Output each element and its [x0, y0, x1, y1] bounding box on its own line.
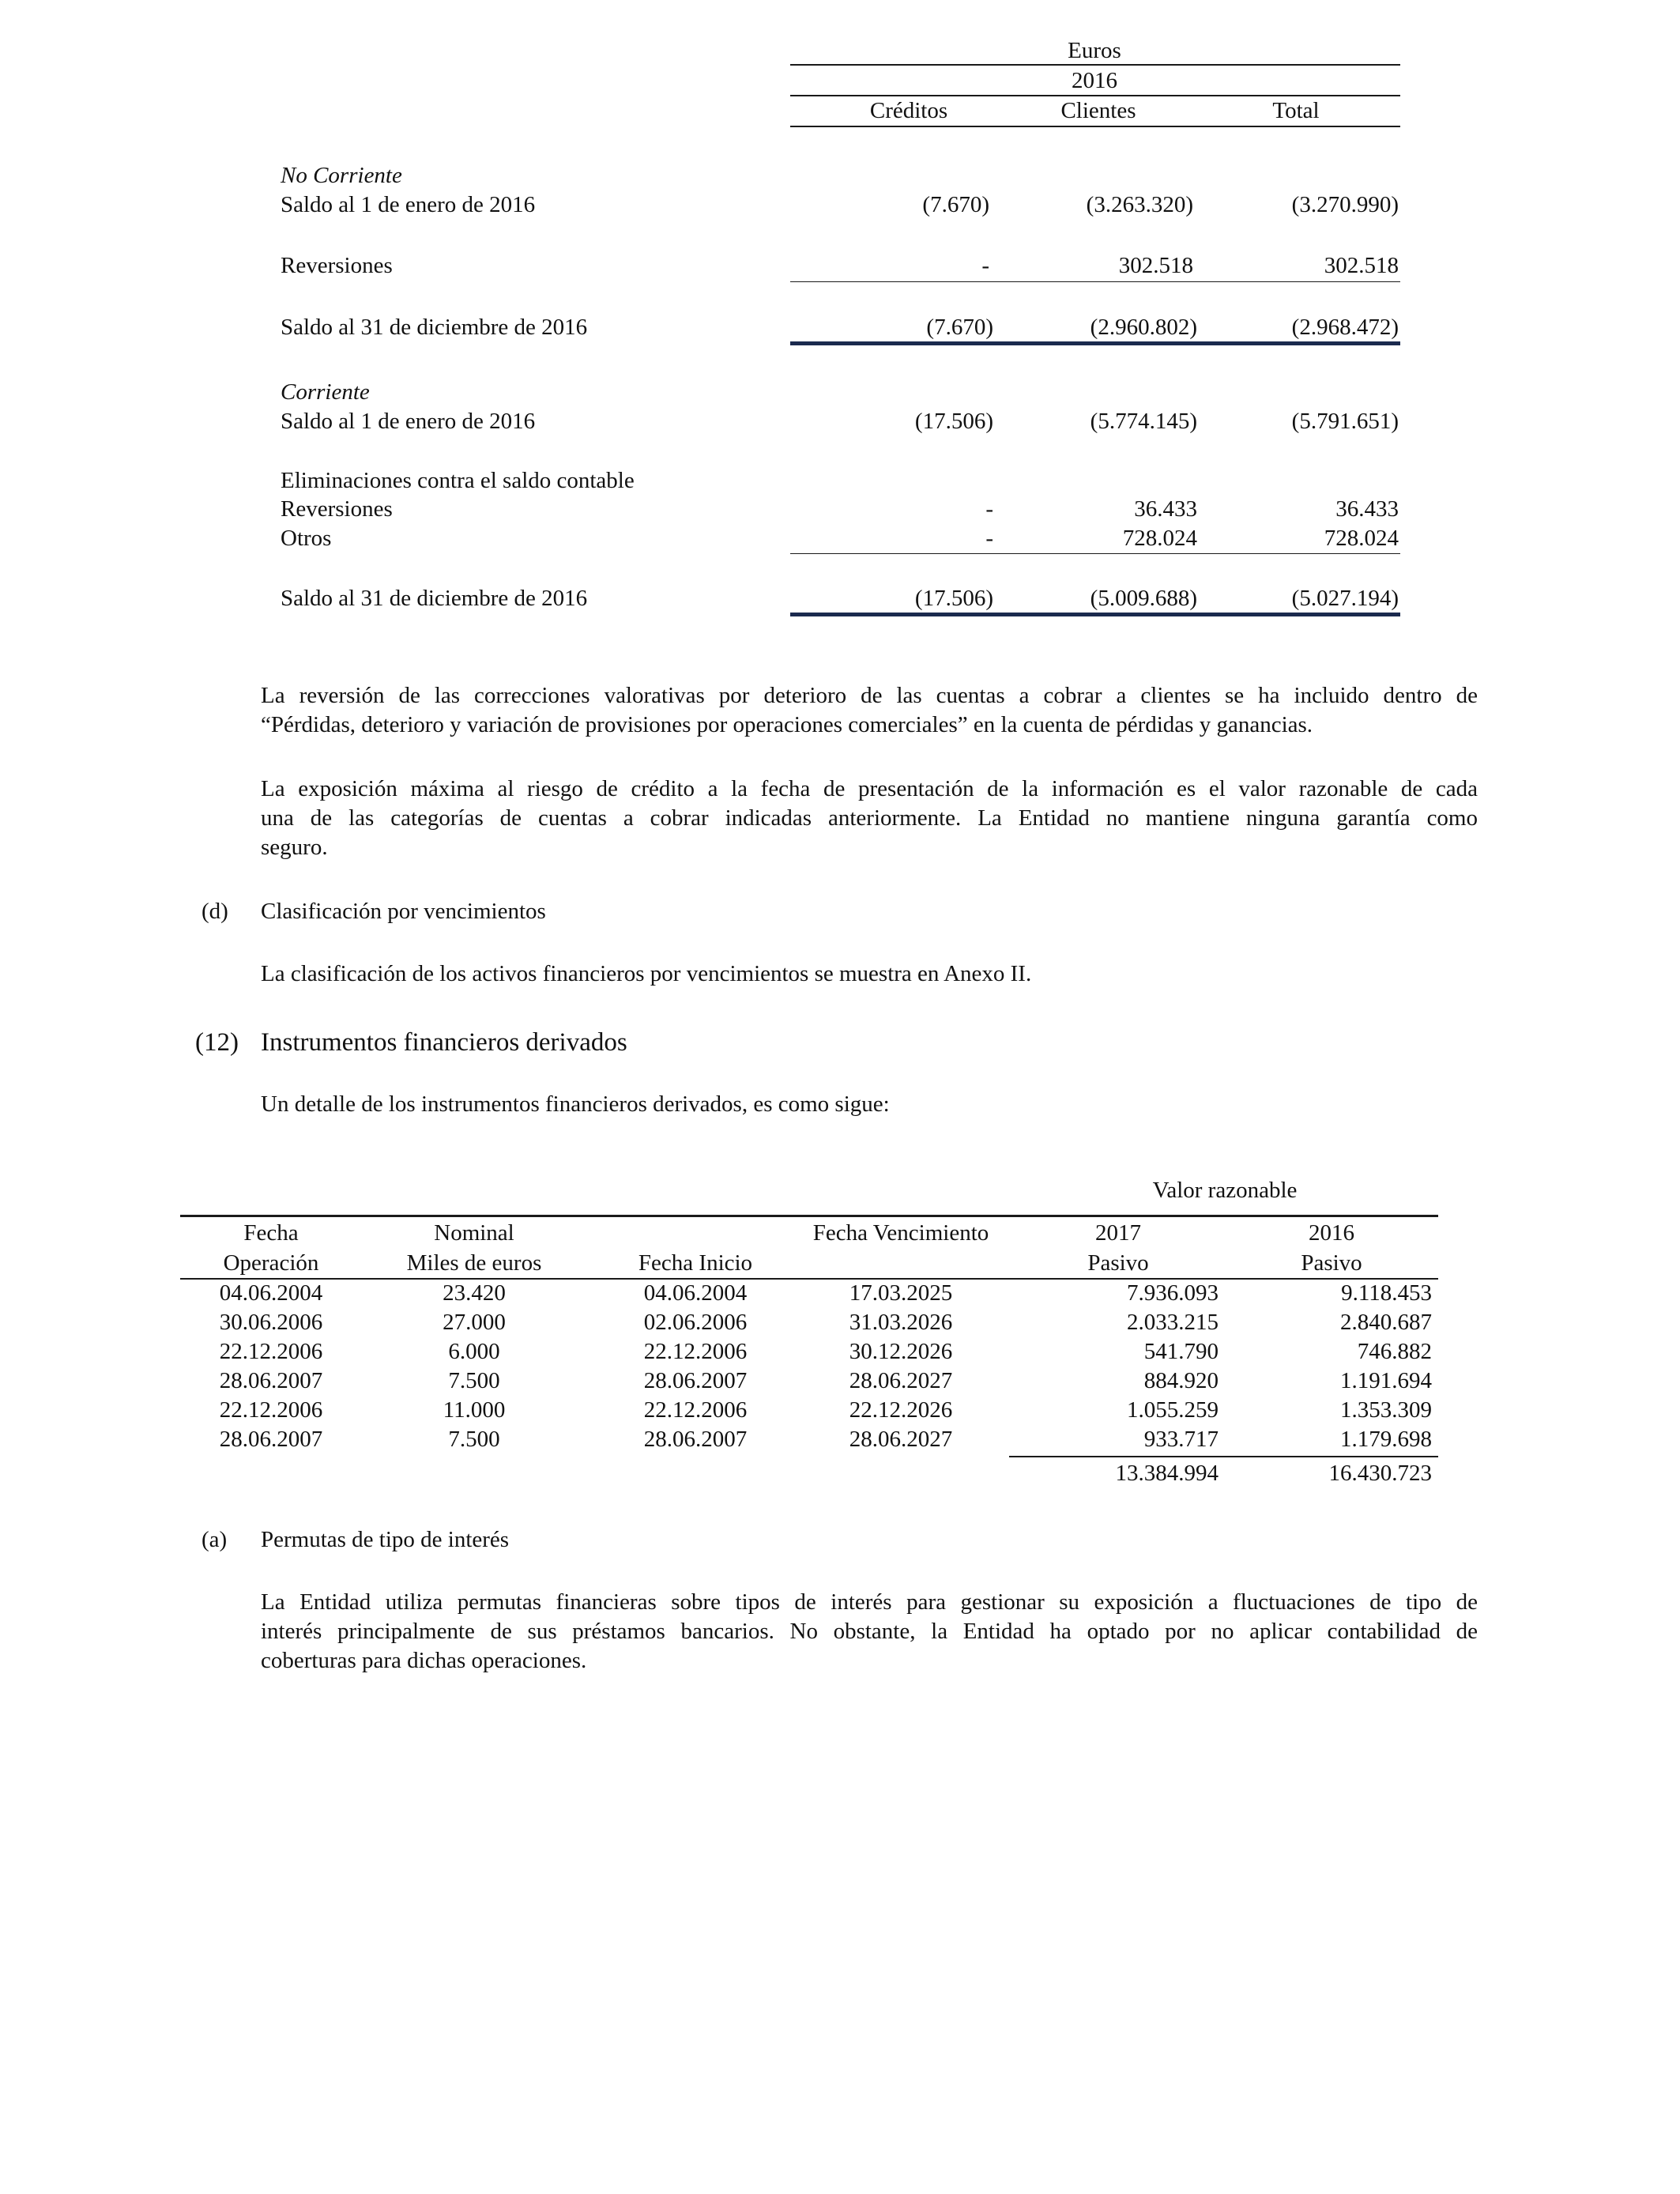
- paragraph-clasificacion: La clasificación de los activos financieros por vencimientos se muestra en Anexo II.: [261, 961, 1032, 986]
- table2-header-rule: [180, 1278, 1438, 1280]
- cell-2016: 1.191.694: [1340, 1368, 1432, 1393]
- cell-2017: 1.055.259: [1127, 1397, 1219, 1423]
- cell-total: 36.433: [1335, 496, 1399, 522]
- total-double-rule: [790, 613, 1400, 616]
- section-marker-d: (d): [202, 899, 228, 924]
- paragraph-line: La exposición máxima al riesgo de crédito a la fecha de presentación de la información es el valor razonable de cada: [261, 776, 1478, 801]
- header-nominal-1: Nominal: [434, 1220, 514, 1246]
- header-2017: 2017: [1095, 1220, 1141, 1246]
- cell-nominal: 27.000: [443, 1310, 506, 1335]
- cell-clientes: (3.263.320): [1086, 192, 1193, 217]
- paragraph-line: La reversión de las correcciones valorativas por deterioro de las cuentas a cobrar a clientes se ha incluido dentro de: [261, 683, 1478, 708]
- row-label: Saldo al 1 de enero de 2016: [281, 409, 536, 434]
- table1-year: 2016: [1072, 68, 1117, 93]
- cell-creditos: (17.506): [914, 586, 993, 611]
- cell-fecha-vencimiento: 28.06.2027: [849, 1368, 953, 1393]
- total-2016: 16.430.723: [1328, 1461, 1432, 1486]
- cell-fecha-operacion: 22.12.2006: [219, 1339, 323, 1364]
- header-fecha-operacion-1: Fecha: [243, 1220, 299, 1246]
- table1-unit-rule: [790, 64, 1400, 66]
- table1-col-creditos: Créditos: [869, 98, 948, 123]
- cell-fecha-vencimiento: 22.12.2026: [849, 1397, 953, 1423]
- section-title-d: Clasificación por vencimientos: [261, 899, 546, 924]
- row-label: Saldo al 1 de enero de 2016: [281, 192, 536, 217]
- cell-creditos: -: [985, 496, 993, 522]
- cell-fecha-vencimiento: 28.06.2027: [849, 1427, 953, 1452]
- cell-fecha-operacion: 22.12.2006: [219, 1397, 323, 1423]
- paragraph-line: una de las categorías de cuentas a cobrar indicadas anteriormente. La Entidad no mantiene ninguna garantía como: [261, 805, 1478, 831]
- cell-2016: 746.882: [1357, 1339, 1432, 1364]
- table1-year-rule: [790, 95, 1400, 96]
- subtotal-rule: [790, 281, 1400, 282]
- cell-fecha-inicio: 04.06.2004: [643, 1280, 748, 1306]
- paragraph-line: coberturas para dichas operaciones.: [261, 1648, 587, 1673]
- cell-fecha-operacion: 28.06.2007: [219, 1427, 323, 1452]
- cell-2016: 2.840.687: [1340, 1310, 1432, 1335]
- row-label: Saldo al 31 de diciembre de 2016: [281, 586, 588, 611]
- cell-fecha-inicio: 22.12.2006: [643, 1339, 748, 1364]
- paragraph-line: “Pérdidas, deterioro y variación de provisiones por operaciones comerciales” en la cuenta de pérdidas y ganancias.: [261, 712, 1313, 737]
- table2-top-rule: [180, 1215, 1438, 1217]
- table1-header-rule: [790, 126, 1400, 127]
- cell-clientes: 36.433: [1134, 496, 1197, 522]
- cell-nominal: 6.000: [448, 1339, 500, 1364]
- paragraph-line: interés principalmente de sus préstamos bancarios. No obstante, la Entidad ha optado por no aplicar contabilidad de: [261, 1619, 1478, 1644]
- cell-total: 728.024: [1324, 526, 1399, 551]
- row-label: Reversiones: [281, 496, 393, 522]
- cell-creditos: (17.506): [914, 409, 993, 434]
- cell-fecha-operacion: 28.06.2007: [219, 1368, 323, 1393]
- table1-unit: Euros: [1068, 38, 1121, 63]
- total-2017: 13.384.994: [1115, 1461, 1219, 1486]
- cell-fecha-inicio: 28.06.2007: [643, 1368, 748, 1393]
- cell-2017: 541.790: [1143, 1339, 1219, 1364]
- cell-creditos: -: [981, 253, 989, 278]
- paragraph-detalle: Un detalle de los instrumentos financieros derivados, es como sigue:: [261, 1091, 890, 1117]
- row-label: Reversiones: [281, 253, 393, 278]
- cell-total: (5.027.194): [1291, 586, 1399, 611]
- paragraph-exposicion: [261, 775, 1478, 862]
- cell-2016: 1.179.698: [1340, 1427, 1432, 1452]
- cell-clientes: (2.960.802): [1090, 315, 1197, 340]
- total-double-rule: [790, 341, 1400, 345]
- cell-fecha-operacion: 30.06.2006: [219, 1310, 323, 1335]
- section-title-a: Permutas de tipo de interés: [261, 1527, 510, 1552]
- paragraph-line: La Entidad utiliza permutas financieras sobre tipos de interés para gestionar su exposición a fluctuaciones de tipo de: [261, 1589, 1478, 1615]
- table1-col-clientes: Clientes: [1060, 98, 1136, 123]
- cell-nominal: 7.500: [448, 1368, 500, 1393]
- cell-2016: 1.353.309: [1340, 1397, 1432, 1423]
- section-marker-a: (a): [202, 1527, 228, 1552]
- section-title-12: Instrumentos financieros derivados: [261, 1028, 627, 1057]
- header-fecha-operacion-2: Operación: [223, 1250, 319, 1276]
- cell-total: (2.968.472): [1291, 315, 1399, 340]
- cell-creditos: -: [985, 526, 993, 551]
- cell-creditos: (7.670): [922, 192, 989, 217]
- section-title-corriente: Corriente: [281, 379, 370, 405]
- cell-2017: 7.936.093: [1127, 1280, 1219, 1306]
- cell-total: 302.518: [1324, 253, 1399, 278]
- cell-fecha-inicio: 22.12.2006: [643, 1397, 748, 1423]
- header-fecha-inicio: Fecha Inicio: [638, 1250, 753, 1276]
- cell-2017: 884.920: [1143, 1368, 1219, 1393]
- cell-nominal: 23.420: [443, 1280, 506, 1306]
- cell-fecha-operacion: 04.06.2004: [219, 1280, 323, 1306]
- cell-clientes: 728.024: [1122, 526, 1197, 551]
- cell-creditos: (7.670): [926, 315, 993, 340]
- section-title-no-corriente: No Corriente: [281, 163, 402, 188]
- header-2017-pasivo: Pasivo: [1087, 1250, 1149, 1276]
- cell-fecha-inicio: 02.06.2006: [643, 1310, 748, 1335]
- table2-total-rule: [1009, 1456, 1438, 1457]
- cell-fecha-vencimiento: 31.03.2026: [849, 1310, 953, 1335]
- cell-clientes: (5.009.688): [1090, 586, 1197, 611]
- cell-2017: 2.033.215: [1127, 1310, 1219, 1335]
- header-nominal-2: Miles de euros: [406, 1250, 542, 1276]
- cell-fecha-inicio: 28.06.2007: [643, 1427, 748, 1452]
- table1-col-total: Total: [1272, 98, 1320, 123]
- header-fecha-vencimiento: Fecha Vencimiento: [812, 1220, 989, 1246]
- paragraph-permutas: [261, 1588, 1478, 1676]
- header-2016: 2016: [1309, 1220, 1354, 1246]
- cell-fecha-vencimiento: 30.12.2026: [849, 1339, 953, 1364]
- section-marker-12: (12): [195, 1028, 239, 1057]
- row-label: Saldo al 31 de diciembre de 2016: [281, 315, 588, 340]
- cell-clientes: 302.518: [1118, 253, 1193, 278]
- cell-nominal: 7.500: [448, 1427, 500, 1452]
- row-label: Otros: [281, 526, 332, 551]
- cell-total: (3.270.990): [1291, 192, 1399, 217]
- subtotal-rule: [790, 553, 1400, 554]
- paragraph-reversion: [261, 681, 1478, 740]
- row-label: Eliminaciones contra el saldo contable: [281, 468, 635, 493]
- group-header-valor-razonable: Valor razonable: [1152, 1178, 1298, 1203]
- cell-clientes: (5.774.145): [1090, 409, 1197, 434]
- cell-2016: 9.118.453: [1341, 1280, 1432, 1306]
- paragraph-line: seguro.: [261, 835, 328, 860]
- cell-2017: 933.717: [1143, 1427, 1219, 1452]
- cell-fecha-vencimiento: 17.03.2025: [849, 1280, 953, 1306]
- cell-total: (5.791.651): [1291, 409, 1399, 434]
- header-2016-pasivo: Pasivo: [1301, 1250, 1362, 1276]
- cell-nominal: 11.000: [443, 1397, 506, 1423]
